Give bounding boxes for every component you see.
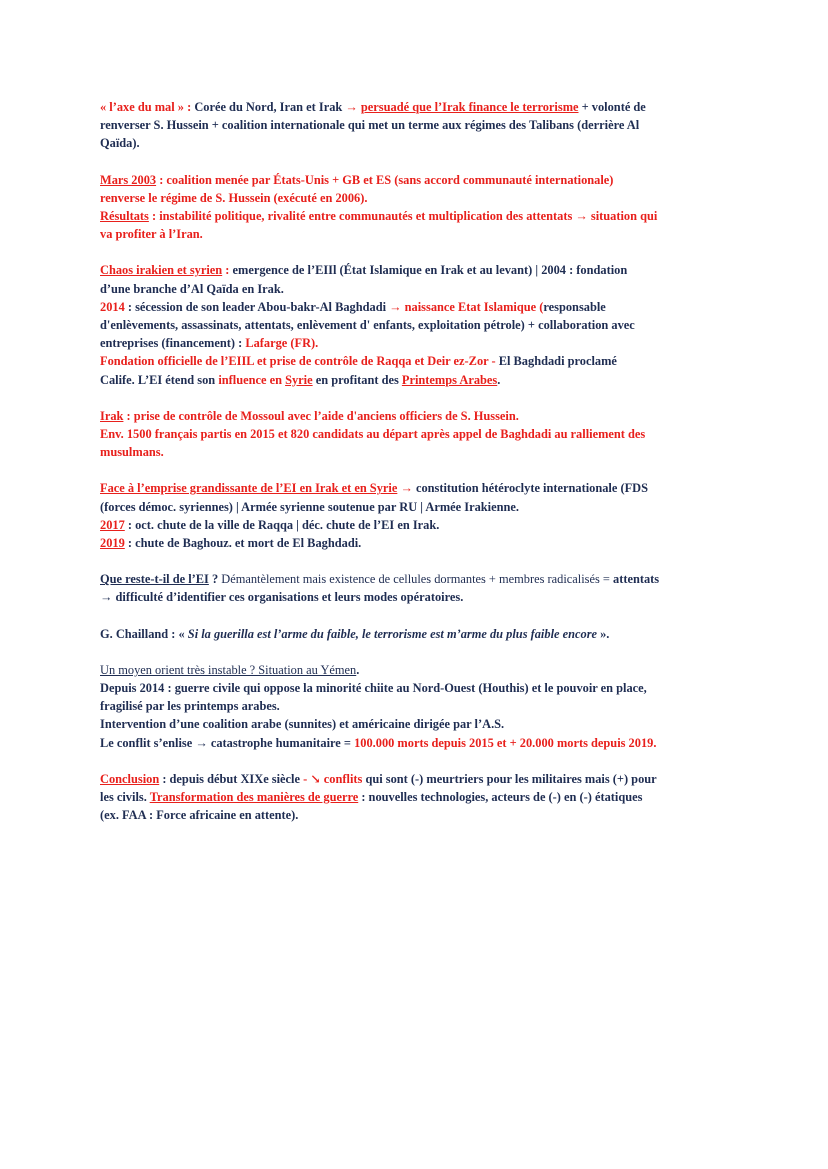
line: va profiter à l’Iran. <box>100 227 203 242</box>
line <box>100 334 732 352</box>
text: Lafarge (FR). <box>245 336 319 351</box>
section-heading: Conclusion <box>100 771 160 786</box>
text: : depuis début XIXe siècle <box>159 771 304 786</box>
text: Syrie <box>285 372 313 387</box>
text: : coalition menée par États-Unis + GB et ES (sans accord communauté internationale) <box>156 172 614 187</box>
line <box>100 261 732 279</box>
line <box>100 534 732 552</box>
year-label: 2017 <box>100 517 125 532</box>
text: les civils. <box>100 790 150 805</box>
text: . <box>497 372 501 387</box>
year-label: 2014 <box>100 299 125 314</box>
section-heading: Que reste-t-il de l’EI <box>100 572 209 587</box>
line <box>100 298 732 316</box>
text: : chute de Baghouz. et mort de El Baghdadi. <box>124 536 362 551</box>
text: : sécession de son leader Abou-bakr-Al Baghdadi <box>124 299 390 314</box>
text: Transformation des manières de guerre <box>149 790 359 805</box>
section-heading: Chaos irakien et syrien <box>100 263 223 278</box>
arrow: → <box>345 100 361 114</box>
text: ». <box>597 626 610 641</box>
text: ? <box>208 572 219 587</box>
line <box>100 734 732 752</box>
line: (forces démoc. syriennes) | Armée syrienne soutenue par RU | Armée Irakienne. <box>100 499 519 514</box>
section-heading: Un moyen orient très instable ? Situation au Yémen <box>100 662 357 677</box>
paragraph-emprise <box>100 479 732 552</box>
paragraph-yemen <box>100 661 732 752</box>
arrow: → <box>397 481 413 496</box>
line: renverse le régime de S. Hussein (exécuté en 2006). <box>100 190 368 205</box>
text: responsable <box>543 299 606 314</box>
text: : nouvelles technologies, acteurs de (-) en (-) étatiques <box>358 790 643 805</box>
paragraph-quote <box>100 625 732 643</box>
highlight: persuadé que l’Irak finance le terrorisme <box>360 100 579 114</box>
year-label: 2019 <box>100 536 125 551</box>
paragraph-mars-2003 <box>100 171 732 244</box>
text: : <box>222 263 230 278</box>
line <box>100 570 732 588</box>
line <box>100 407 732 425</box>
quote: Si la guerilla est l’arme du faible, le terrorisme est m’arme du plus faible encore <box>187 626 598 641</box>
text: Corée du Nord, Iran et Irak <box>191 100 346 114</box>
paragraph-chaos <box>100 261 732 388</box>
line: d’une branche d’Al Qaïda en Irak. <box>100 281 284 296</box>
line <box>100 171 732 189</box>
text: : oct. chute de la ville de Raqqa | déc. chute de l’EI en Irak. <box>124 517 440 532</box>
text: entreprises (financement) : <box>100 336 246 351</box>
text: Le conflit s’enlise → catastrophe humanitaire = <box>100 735 355 750</box>
text: G. Chailland : « <box>100 626 188 641</box>
line <box>100 661 732 679</box>
line: Intervention d’une coalition arabe (sunnites) et américaine dirigée par l’A.S. <box>100 717 505 732</box>
line: d'enlèvements, assassinats, attentats, enlèvement d' enfants, exploitation pétrole) + collaboration avec <box>100 318 635 333</box>
text: → naissance Etat Islamique ( <box>389 299 544 314</box>
text: constitution hétéroclyte internationale (FDS <box>412 481 649 496</box>
results-label: Résultats <box>100 209 149 224</box>
term-axe-du-mal: « l’axe du mal » : <box>100 100 192 114</box>
text: Calife. L’EI étend son <box>100 372 219 387</box>
line: (ex. FAA : Force africaine en attente). <box>100 808 299 823</box>
line <box>100 788 732 806</box>
paragraph-irak <box>100 407 732 462</box>
text: emergence de l’EIIl (État Islamique en Irak et au levant) | 2004 : fondation <box>229 263 628 278</box>
text: Fondation officielle de l’EIIL et prise de contrôle de Raqqa et Deir ez-Zor - <box>100 354 496 369</box>
paragraph-conclusion <box>100 770 732 825</box>
paragraph-reste <box>100 570 732 606</box>
line <box>100 98 732 116</box>
section-heading: Face à l’emprise grandissante de l’EI en Irak et en Syrie <box>100 481 398 496</box>
line <box>100 352 732 370</box>
text: 100.000 morts depuis 2015 et + 20.000 morts depuis 2019. <box>354 735 657 750</box>
text: : prise de contrôle de Mossoul avec l’aide d'anciens officiers de S. Hussein. <box>123 408 519 423</box>
line: Qaïda). <box>100 136 140 151</box>
line: renverser S. Hussein + coalition internationale qui met un terme aux régimes des Talibans (derrière Al <box>100 118 640 133</box>
text: attentats <box>613 572 660 587</box>
text: en profitant des <box>312 372 402 387</box>
section-heading: Irak <box>100 408 124 423</box>
text: El Baghdadi proclamé <box>495 354 617 369</box>
date-label: Mars 2003 <box>100 172 157 187</box>
line <box>100 371 732 389</box>
text: Printemps Arabes <box>401 372 498 387</box>
line <box>100 770 732 788</box>
line <box>100 207 732 225</box>
text: influence en <box>218 372 286 387</box>
line: fragilisé par les printemps arabes. <box>100 699 280 714</box>
line <box>100 625 732 643</box>
text: . <box>356 662 360 677</box>
text: - ↘ conflits <box>303 771 363 786</box>
text: + volonté de <box>578 100 646 114</box>
document-page <box>100 98 732 843</box>
line: Env. 1500 français partis en 2015 et 820 candidats au départ après appel de Baghdadi au ralliement des <box>100 427 646 442</box>
line: → difficulté d’identifier ces organisations et leurs modes opératoires. <box>100 590 464 605</box>
text: : instabilité politique, rivalité entre communautés et multiplication des attentats → situation qui <box>148 209 658 224</box>
line: Depuis 2014 : guerre civile qui oppose la minorité chiite au Nord-Ouest (Houthis) et le pouvoir en place, <box>100 681 647 696</box>
line <box>100 516 732 534</box>
paragraph-axe-du-mal <box>100 98 732 153</box>
line: musulmans. <box>100 445 164 460</box>
line <box>100 479 732 497</box>
text: Démantèlement mais existence de cellules dormantes + membres radicalisés = <box>218 572 614 587</box>
text: qui sont (-) meurtriers pour les militaires mais (+) pour <box>362 771 657 786</box>
